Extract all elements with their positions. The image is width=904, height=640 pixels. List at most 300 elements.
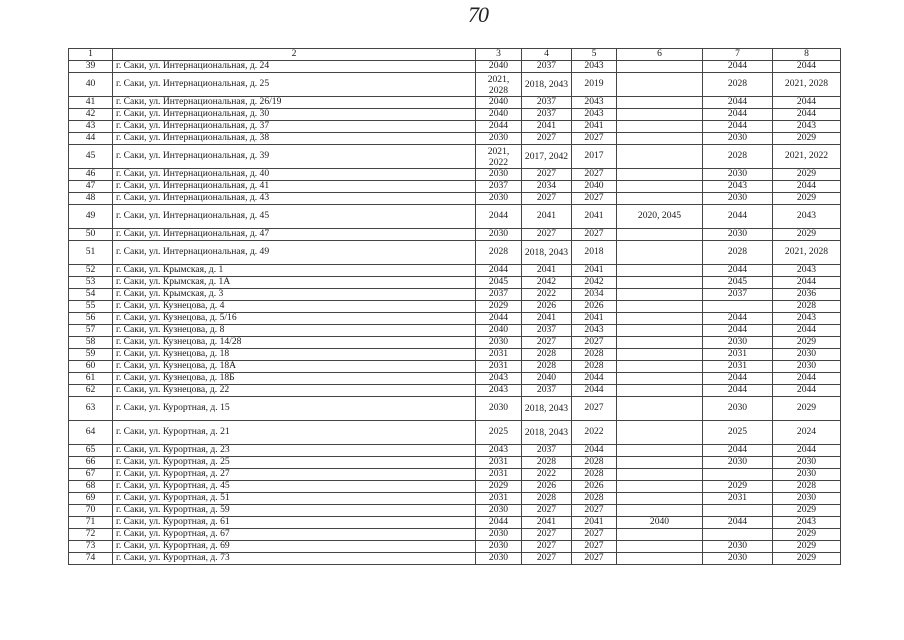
- col4-cell: 2022: [522, 469, 572, 481]
- page-number: 70: [468, 2, 488, 27]
- col6-cell: [617, 337, 703, 349]
- col3-cell: 2044: [476, 205, 522, 229]
- row-number-cell: 54: [69, 289, 113, 301]
- col4-cell: 2028: [522, 457, 572, 469]
- col3-cell: 2030: [476, 169, 522, 181]
- address-cell: г. Саки, ул. Интернациональная, д. 40: [113, 169, 476, 181]
- address-cell: г. Саки, ул. Интернациональная, д. 25: [113, 73, 476, 97]
- col6-cell: 2020, 2045: [617, 205, 703, 229]
- col5-cell: 2027: [572, 541, 617, 553]
- table-row: [69, 421, 841, 445]
- col8-cell: 2029: [773, 169, 841, 181]
- col4-cell: 2037: [522, 61, 572, 73]
- row-number-cell: 72: [69, 529, 113, 541]
- col4-cell: 2018, 2043: [522, 397, 572, 421]
- col8-cell: 2028: [773, 301, 841, 313]
- address-cell: г. Саки, ул. Интернациональная, д. 38: [113, 133, 476, 145]
- header-row: [69, 49, 841, 61]
- table-row: [69, 193, 841, 205]
- col7-cell: 2030: [703, 337, 773, 349]
- col7-cell: 2045: [703, 277, 773, 289]
- col6-cell: [617, 529, 703, 541]
- col6-cell: [617, 493, 703, 505]
- col8-cell: 2030: [773, 457, 841, 469]
- table-row: [69, 541, 841, 553]
- col3-cell: 2031: [476, 469, 522, 481]
- col5-cell: 2041: [572, 121, 617, 133]
- col5-cell: 2041: [572, 517, 617, 529]
- col8-cell: 2030: [773, 349, 841, 361]
- col7-cell: 2043: [703, 181, 773, 193]
- col6-cell: [617, 301, 703, 313]
- address-cell: г. Саки, ул. Курортная, д. 27: [113, 469, 476, 481]
- col8-cell: 2030: [773, 361, 841, 373]
- col7-cell: 2030: [703, 397, 773, 421]
- row-number-cell: 70: [69, 505, 113, 517]
- address-cell: г. Саки, ул. Интернациональная, д. 41: [113, 181, 476, 193]
- address-cell: г. Саки, ул. Кузнецова, д. 18Б: [113, 373, 476, 385]
- col6-cell: [617, 457, 703, 469]
- row-number-cell: 48: [69, 193, 113, 205]
- row-number-cell: 53: [69, 277, 113, 289]
- col3-cell: 2031: [476, 493, 522, 505]
- col4-cell: 2037: [522, 109, 572, 121]
- col8-cell: 2044: [773, 385, 841, 397]
- table-row: [69, 301, 841, 313]
- col7-cell: 2029: [703, 481, 773, 493]
- col8-cell: 2021, 2028: [773, 73, 841, 97]
- table-row: [69, 205, 841, 229]
- col7-cell: [703, 301, 773, 313]
- col3-cell: 2031: [476, 349, 522, 361]
- row-number-cell: 65: [69, 445, 113, 457]
- col3-cell: 2043: [476, 385, 522, 397]
- col4-cell: 2028: [522, 361, 572, 373]
- address-cell: г. Саки, ул. Кузнецова, д. 8: [113, 325, 476, 337]
- col4-cell: 2027: [522, 229, 572, 241]
- table-row: [69, 505, 841, 517]
- col4-cell: 2018, 2043: [522, 241, 572, 265]
- col5-cell: 2027: [572, 553, 617, 565]
- row-number-cell: 69: [69, 493, 113, 505]
- row-number-cell: 43: [69, 121, 113, 133]
- col5-cell: 2041: [572, 313, 617, 325]
- table-row: [69, 481, 841, 493]
- col3-cell: 2029: [476, 481, 522, 493]
- col7-cell: 2030: [703, 553, 773, 565]
- col4-cell: 2041: [522, 205, 572, 229]
- address-cell: г. Саки, ул. Курортная, д. 67: [113, 529, 476, 541]
- col5-cell: 2026: [572, 301, 617, 313]
- col8-cell: 2044: [773, 109, 841, 121]
- col5-cell: 2043: [572, 61, 617, 73]
- col8-cell: 2029: [773, 541, 841, 553]
- table-row: [69, 337, 841, 349]
- col5-cell: 2028: [572, 457, 617, 469]
- col5-cell: 2027: [572, 529, 617, 541]
- address-cell: г. Саки, ул. Интернациональная, д. 43: [113, 193, 476, 205]
- row-number-cell: 64: [69, 421, 113, 445]
- col3-cell: 2040: [476, 97, 522, 109]
- address-cell: г. Саки, ул. Кузнецова, д. 18А: [113, 361, 476, 373]
- col8-cell: 2029: [773, 229, 841, 241]
- col6-cell: [617, 397, 703, 421]
- row-number-cell: 66: [69, 457, 113, 469]
- col7-cell: 2030: [703, 169, 773, 181]
- col5-cell: 2043: [572, 325, 617, 337]
- col4-cell: 2027: [522, 169, 572, 181]
- col7-cell: [703, 529, 773, 541]
- col6-cell: [617, 277, 703, 289]
- col5-cell: 2027: [572, 169, 617, 181]
- address-cell: г. Саки, ул. Кузнецова, д. 5/16: [113, 313, 476, 325]
- col4-cell: 2041: [522, 313, 572, 325]
- address-cell: г. Саки, ул. Интернациональная, д. 47: [113, 229, 476, 241]
- col4-cell: 2018, 2043: [522, 73, 572, 97]
- col5-cell: 2027: [572, 193, 617, 205]
- row-number-cell: 58: [69, 337, 113, 349]
- col6-cell: [617, 145, 703, 169]
- row-number-cell: 74: [69, 553, 113, 565]
- col5-cell: 2044: [572, 373, 617, 385]
- col8-cell: 2044: [773, 277, 841, 289]
- col5-cell: 2034: [572, 289, 617, 301]
- col7-cell: 2028: [703, 73, 773, 97]
- col5-cell: 2040: [572, 181, 617, 193]
- col4-cell: 2037: [522, 445, 572, 457]
- col7-cell: 2028: [703, 241, 773, 265]
- address-cell: г. Саки, ул. Курортная, д. 45: [113, 481, 476, 493]
- col5-cell: 2044: [572, 445, 617, 457]
- table-row: [69, 493, 841, 505]
- col8-cell: 2029: [773, 505, 841, 517]
- table-row: [69, 241, 841, 265]
- col7-cell: 2037: [703, 289, 773, 301]
- col4-cell: 2041: [522, 121, 572, 133]
- col4-cell: 2041: [522, 517, 572, 529]
- row-number-cell: 47: [69, 181, 113, 193]
- header-cell-6: 6: [617, 49, 703, 61]
- col7-cell: 2030: [703, 541, 773, 553]
- col8-cell: 2044: [773, 61, 841, 73]
- col5-cell: 2041: [572, 205, 617, 229]
- col8-cell: 2044: [773, 181, 841, 193]
- col3-cell: 2045: [476, 277, 522, 289]
- col7-cell: 2031: [703, 493, 773, 505]
- table-row: [69, 133, 841, 145]
- row-number-cell: 71: [69, 517, 113, 529]
- col3-cell: 2040: [476, 325, 522, 337]
- table-row: [69, 373, 841, 385]
- col7-cell: 2044: [703, 325, 773, 337]
- col6-cell: [617, 97, 703, 109]
- col5-cell: 2028: [572, 493, 617, 505]
- col4-cell: 2040: [522, 373, 572, 385]
- col8-cell: 2029: [773, 337, 841, 349]
- address-cell: г. Саки, ул. Кузнецова, д. 22: [113, 385, 476, 397]
- col8-cell: 2029: [773, 193, 841, 205]
- table-row: [69, 289, 841, 301]
- table-row: [69, 109, 841, 121]
- address-cell: г. Саки, ул. Крымская, д. 1А: [113, 277, 476, 289]
- col7-cell: 2031: [703, 361, 773, 373]
- table-row: [69, 73, 841, 97]
- address-cell: г. Саки, ул. Кузнецова, д. 4: [113, 301, 476, 313]
- header-cell-2: 2: [113, 49, 476, 61]
- col4-cell: 2034: [522, 181, 572, 193]
- col8-cell: 2043: [773, 205, 841, 229]
- col6-cell: [617, 121, 703, 133]
- col7-cell: 2044: [703, 445, 773, 457]
- col6-cell: [617, 325, 703, 337]
- col5-cell: 2019: [572, 73, 617, 97]
- row-number-cell: 60: [69, 361, 113, 373]
- address-cell: г. Саки, ул. Интернациональная, д. 26/19: [113, 97, 476, 109]
- row-number-cell: 73: [69, 541, 113, 553]
- col5-cell: 2044: [572, 385, 617, 397]
- col4-cell: 2028: [522, 349, 572, 361]
- col6-cell: [617, 361, 703, 373]
- table-row: [69, 397, 841, 421]
- col6-cell: [617, 313, 703, 325]
- address-cell: г. Саки, ул. Курортная, д. 25: [113, 457, 476, 469]
- col6-cell: [617, 229, 703, 241]
- row-number-cell: 50: [69, 229, 113, 241]
- row-number-cell: 59: [69, 349, 113, 361]
- col8-cell: 2021, 2022: [773, 145, 841, 169]
- col3-cell: 2029: [476, 301, 522, 313]
- col8-cell: 2024: [773, 421, 841, 445]
- table-row: [69, 457, 841, 469]
- col6-cell: [617, 61, 703, 73]
- header-cell-5: 5: [572, 49, 617, 61]
- col7-cell: 2030: [703, 193, 773, 205]
- col7-cell: [703, 469, 773, 481]
- table-row: [69, 145, 841, 169]
- col7-cell: [703, 505, 773, 517]
- col5-cell: 2028: [572, 349, 617, 361]
- col4-cell: 2028: [522, 493, 572, 505]
- address-cell: г. Саки, ул. Крымская, д. 3: [113, 289, 476, 301]
- table-row: [69, 169, 841, 181]
- col6-cell: [617, 505, 703, 517]
- col5-cell: 2043: [572, 109, 617, 121]
- col3-cell: 2044: [476, 313, 522, 325]
- col8-cell: 2029: [773, 397, 841, 421]
- address-cell: г. Саки, ул. Кузнецова, д. 14/28: [113, 337, 476, 349]
- col4-cell: 2027: [522, 133, 572, 145]
- col7-cell: 2044: [703, 97, 773, 109]
- col8-cell: 2029: [773, 529, 841, 541]
- col8-cell: 2043: [773, 121, 841, 133]
- row-number-cell: 41: [69, 97, 113, 109]
- col3-cell: 2044: [476, 121, 522, 133]
- table-row: [69, 553, 841, 565]
- col7-cell: 2030: [703, 133, 773, 145]
- col3-cell: 2037: [476, 181, 522, 193]
- table-row: [69, 181, 841, 193]
- header-cell-7: 7: [703, 49, 773, 61]
- col8-cell: 2044: [773, 325, 841, 337]
- col3-cell: 2044: [476, 265, 522, 277]
- col4-cell: 2027: [522, 193, 572, 205]
- row-number-cell: 49: [69, 205, 113, 229]
- table-row: [69, 229, 841, 241]
- col4-cell: 2027: [522, 541, 572, 553]
- col4-cell: 2037: [522, 97, 572, 109]
- col8-cell: 2036: [773, 289, 841, 301]
- col4-cell: 2017, 2042: [522, 145, 572, 169]
- col3-cell: 2040: [476, 61, 522, 73]
- row-number-cell: 62: [69, 385, 113, 397]
- table-row: [69, 529, 841, 541]
- col7-cell: 2044: [703, 205, 773, 229]
- row-number-cell: 67: [69, 469, 113, 481]
- col3-cell: 2030: [476, 505, 522, 517]
- col4-cell: 2027: [522, 337, 572, 349]
- col3-cell: 2030: [476, 397, 522, 421]
- table-row: [69, 469, 841, 481]
- col6-cell: [617, 193, 703, 205]
- col6-cell: [617, 373, 703, 385]
- col7-cell: 2031: [703, 349, 773, 361]
- table-row: [69, 277, 841, 289]
- col5-cell: 2042: [572, 277, 617, 289]
- col3-cell: 2025: [476, 421, 522, 445]
- row-number-cell: 46: [69, 169, 113, 181]
- col7-cell: 2028: [703, 145, 773, 169]
- address-cell: г. Саки, ул. Курортная, д. 69: [113, 541, 476, 553]
- col7-cell: 2044: [703, 61, 773, 73]
- address-cell: г. Саки, ул. Интернациональная, д. 24: [113, 61, 476, 73]
- col3-cell: 2030: [476, 133, 522, 145]
- address-cell: г. Саки, ул. Курортная, д. 73: [113, 553, 476, 565]
- table-row: [69, 361, 841, 373]
- table-row: [69, 385, 841, 397]
- address-cell: г. Саки, ул. Интернациональная, д. 39: [113, 145, 476, 169]
- table-body: [69, 61, 841, 565]
- address-cell: г. Саки, ул. Интернациональная, д. 49: [113, 241, 476, 265]
- col6-cell: [617, 265, 703, 277]
- col6-cell: [617, 469, 703, 481]
- col6-cell: [617, 241, 703, 265]
- table-row: [69, 445, 841, 457]
- col6-cell: [617, 109, 703, 121]
- address-cell: г. Саки, ул. Курортная, д. 15: [113, 397, 476, 421]
- row-number-cell: 61: [69, 373, 113, 385]
- col7-cell: 2044: [703, 517, 773, 529]
- col3-cell: 2028: [476, 241, 522, 265]
- col3-cell: 2021, 2022: [476, 145, 522, 169]
- col5-cell: 2043: [572, 97, 617, 109]
- address-cell: г. Саки, ул. Интернациональная, д. 30: [113, 109, 476, 121]
- col6-cell: [617, 553, 703, 565]
- col3-cell: 2030: [476, 229, 522, 241]
- row-number-cell: 56: [69, 313, 113, 325]
- col4-cell: 2026: [522, 481, 572, 493]
- col5-cell: 2027: [572, 397, 617, 421]
- address-cell: г. Саки, ул. Кузнецова, д. 18: [113, 349, 476, 361]
- col7-cell: 2044: [703, 109, 773, 121]
- col3-cell: 2030: [476, 541, 522, 553]
- col6-cell: [617, 289, 703, 301]
- header-cell-4: 4: [522, 49, 572, 61]
- col7-cell: 2030: [703, 457, 773, 469]
- col3-cell: 2030: [476, 193, 522, 205]
- col4-cell: 2037: [522, 325, 572, 337]
- row-number-cell: 52: [69, 265, 113, 277]
- col3-cell: 2030: [476, 553, 522, 565]
- row-number-cell: 42: [69, 109, 113, 121]
- table-header: [69, 49, 841, 61]
- col3-cell: 2037: [476, 289, 522, 301]
- col3-cell: 2030: [476, 337, 522, 349]
- address-cell: г. Саки, ул. Крымская, д. 1: [113, 265, 476, 277]
- col3-cell: 2031: [476, 457, 522, 469]
- col8-cell: 2021, 2028: [773, 241, 841, 265]
- row-number-cell: 45: [69, 145, 113, 169]
- row-number-cell: 44: [69, 133, 113, 145]
- col6-cell: [617, 73, 703, 97]
- table-row: [69, 61, 841, 73]
- col3-cell: 2043: [476, 445, 522, 457]
- col6-cell: [617, 421, 703, 445]
- col6-cell: [617, 181, 703, 193]
- col6-cell: 2040: [617, 517, 703, 529]
- col8-cell: 2043: [773, 517, 841, 529]
- col7-cell: 2044: [703, 373, 773, 385]
- address-cell: г. Саки, ул. Интернациональная, д. 45: [113, 205, 476, 229]
- col4-cell: 2027: [522, 529, 572, 541]
- col5-cell: 2027: [572, 133, 617, 145]
- housing-register-table: [68, 48, 841, 565]
- address-cell: г. Саки, ул. Курортная, д. 21: [113, 421, 476, 445]
- col6-cell: [617, 169, 703, 181]
- row-number-cell: 55: [69, 301, 113, 313]
- row-number-cell: 40: [69, 73, 113, 97]
- col5-cell: 2017: [572, 145, 617, 169]
- col3-cell: 2043: [476, 373, 522, 385]
- col8-cell: 2044: [773, 373, 841, 385]
- row-number-cell: 39: [69, 61, 113, 73]
- col6-cell: [617, 385, 703, 397]
- col4-cell: 2022: [522, 289, 572, 301]
- col8-cell: 2030: [773, 469, 841, 481]
- col7-cell: 2025: [703, 421, 773, 445]
- col3-cell: 2044: [476, 517, 522, 529]
- row-number-cell: 68: [69, 481, 113, 493]
- col8-cell: 2030: [773, 493, 841, 505]
- col6-cell: [617, 541, 703, 553]
- table-row: [69, 97, 841, 109]
- row-number-cell: 51: [69, 241, 113, 265]
- col3-cell: 2021, 2028: [476, 73, 522, 97]
- table-row: [69, 121, 841, 133]
- col8-cell: 2029: [773, 133, 841, 145]
- col6-cell: [617, 445, 703, 457]
- col6-cell: [617, 349, 703, 361]
- address-cell: г. Саки, ул. Курортная, д. 59: [113, 505, 476, 517]
- col5-cell: 2018: [572, 241, 617, 265]
- col4-cell: 2026: [522, 301, 572, 313]
- col8-cell: 2043: [773, 265, 841, 277]
- header-cell-8: 8: [773, 49, 841, 61]
- table-row: [69, 349, 841, 361]
- col5-cell: 2041: [572, 265, 617, 277]
- col8-cell: 2044: [773, 445, 841, 457]
- table-row: [69, 313, 841, 325]
- col7-cell: 2044: [703, 265, 773, 277]
